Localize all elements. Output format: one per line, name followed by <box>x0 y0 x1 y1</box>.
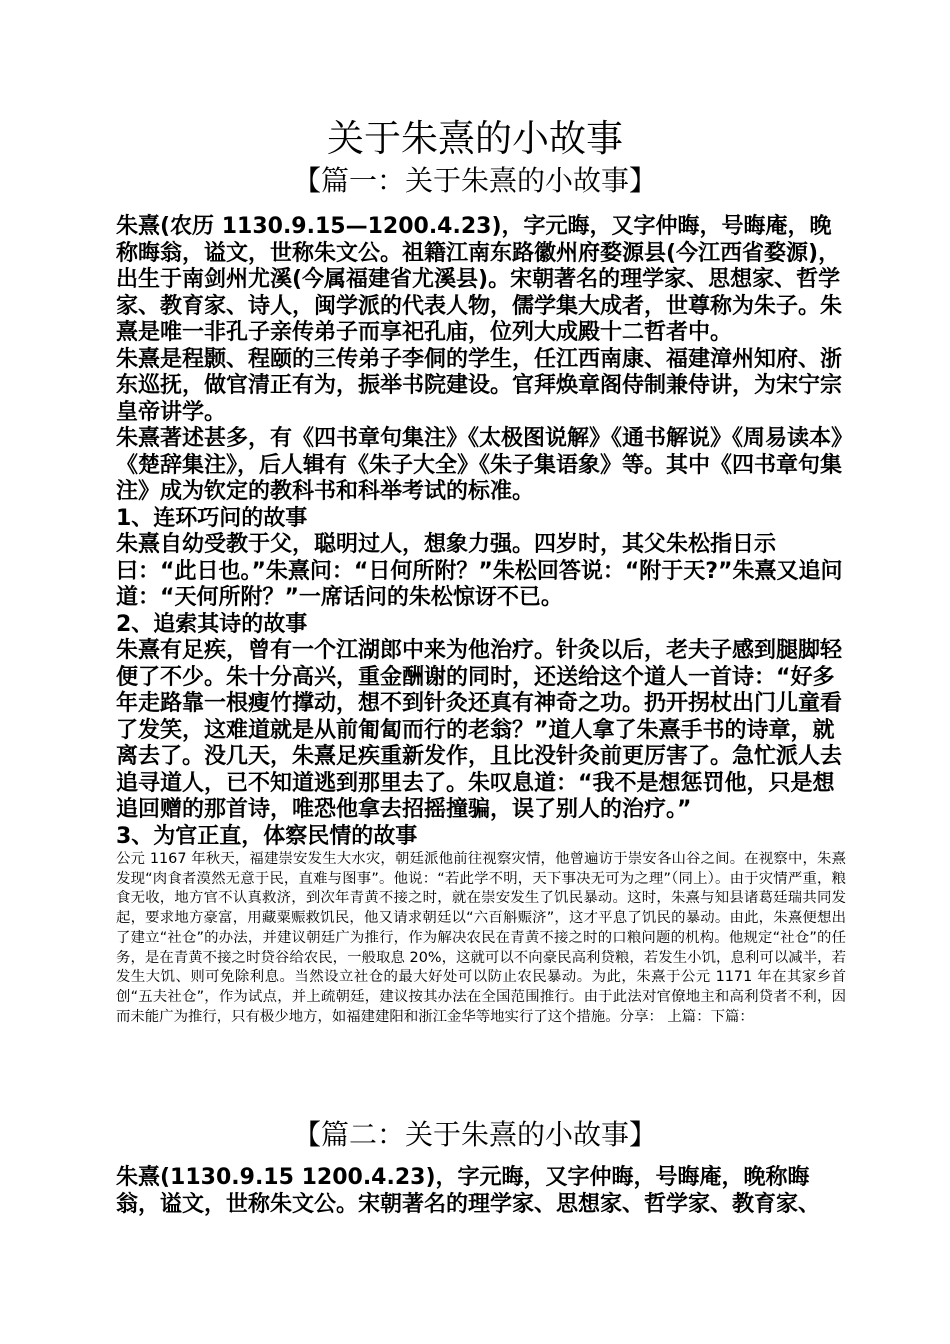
intro-paragraph-1: 朱熹(农历 1130.9.15—1200.4.23)，字元晦，又字仲晦，号晦庵，晚称晦翁，谥文，世称朱文公。祖籍江南东路徽州府婺源县(今江西省婺源)，出生于南剑州尤溪(今属福建省尤溪县)。宋朝著名的理学家、思想家、哲学家、教育家、诗人，闽学派的代表人物，儒学集大成者，世尊称为朱子。朱熹是唯一非孔子亲传弟子而享祀孔庙，位列大成殿十二哲者中。 <box>116 214 843 345</box>
document-title: 关于朱熹的小故事 <box>327 117 623 160</box>
part2-body <box>116 1165 846 1218</box>
part1-heading: 【篇一：关于朱熹的小故事】 <box>292 164 657 197</box>
part2-heading: 【篇二：关于朱熹的小故事】 <box>292 1118 657 1151</box>
story1-text: 朱熹自幼受教于父，聪明过人，想象力强。四岁时，其父朱松指日示曰：“此日也。”朱熹问：“日何所附？”朱松回答说：“附于天?”朱熹又追问道：“天何所附？”一席话问的朱松惊讶不已。 <box>116 532 843 610</box>
story3-heading: 3、为官正直，体察民情的故事 <box>116 823 418 849</box>
intro-paragraph-3: 朱熹著述甚多，有《四书章句集注》《太极图说解》《通书解说》《周易读本》《楚辞集注》，后人辑有《朱子大全》《朱子集语象》等。其中《四书章句集注》成为钦定的教科书和科举考试的标准。 <box>116 426 843 504</box>
story1-heading: 1、连环巧问的故事 <box>116 505 308 531</box>
part1-body <box>116 214 846 1027</box>
story2-text: 朱熹有足疾，曾有一个江湖郎中来为他治疗。针灸以后，老夫子感到腿脚轻便了不少。朱十分高兴，重金酬谢的同时，还送给这个道人一首诗：“好多年走路靠一根瘦竹撑动，想不到针灸还真有神奇之功。扔开拐杖出门儿童看了发笑，这难道就是从前匍匐而行的老翁？”道人拿了朱熹手书的诗章，就离去了。没几天，朱熹足疾重新发作，且比没针灸前更厉害了。急忙派人去追寻道人，已不知道逃到那里去了。朱叹息道：“我不是想惩罚他，只是想追回赠的那首诗，唯恐他拿去招摇撞骗，误了别人的治疗。” <box>116 638 843 822</box>
story3-text: 公元 1167 年秋天，福建崇安发生大水灾，朝廷派他前往视察灾情，他曾遍访于崇安各山谷之间。在视察中，朱熹发现“肉食者漠然无意于民，直难与图事”。他说：“若此学不明，天下事决无可为之理”（同上）。由于灾情严重，粮食无收，地方官不认真救济，到次年青黄不接之时，就在崇安发生了饥民暴动。这时，朱熹与知县诸葛廷瑞共同发起，要求地方豪富，用藏粟赈救饥民，他又请求朝廷以“六百斛赈济”，这才平息了饥民的暴动。由此，朱熹便想出了建立“社仓”的办法，并建议朝廷广为推行，作为解决农民在青黄不接之时的口粮问题的机构。他规定“社仓”的任务，是在青黄不接之时贷谷给农民，一般取息 20%，这就可以不向豪民高利贷粮，若发生小饥，息利可以减半，若发生大饥、则可免除利息。当然设立社仓的最大好处可以防止农民暴动。为此，朱熹于公元 1171 年在其家乡首创“五夫社仓”，作为试点，并上疏朝廷，建议按其办法在全国范围推行。由于此法对官僚地主和高利贷者不利，因而未能广为推行，只有极少地方，如福建建阳和浙江金华等地实行了这个措施。分享： 上篇：下篇： <box>116 851 846 1025</box>
story2-heading: 2、追索其诗的故事 <box>116 611 308 637</box>
part2-intro-paragraph: 朱熹(1130.9.15 1200.4.23)，字元晦，又字仲晦，号晦庵，晚称晦翁，谥文，世称朱文公。宋朝著名的理学家、思想家、哲学家、教育家、 <box>116 1165 821 1217</box>
intro-paragraph-2: 朱熹是程颢、程颐的三传弟子李侗的学生，任江西南康、福建漳州知府、浙东巡抚，做官清正有为，振举书院建设。官拜焕章阁侍制兼侍讲，为宋宁宗皇帝讲学。 <box>116 346 843 425</box>
